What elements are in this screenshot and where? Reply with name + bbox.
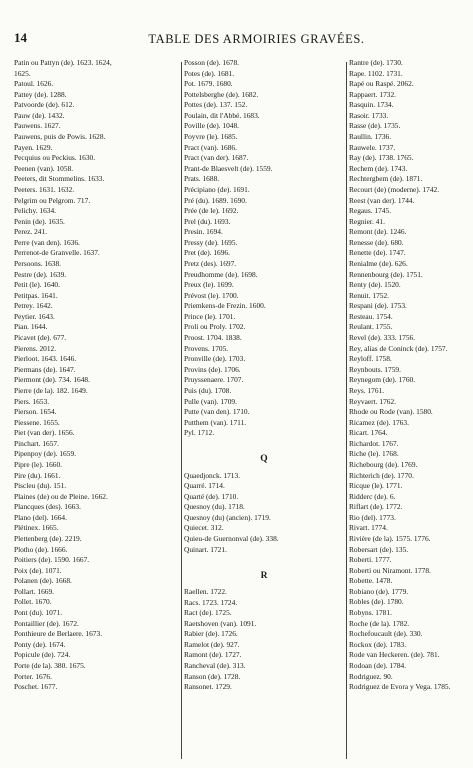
index-entry: Rancheval (de). 313. (184, 661, 246, 671)
index-entry: Rodoan (de). 1784. (349, 660, 407, 670)
index-entry: Potes (de). 1681. (184, 68, 235, 78)
index-entry: Roberti ou Niramont. 1778. (349, 565, 431, 575)
index-entry: Piet (van der). 1656. (14, 428, 75, 438)
index-entry: Renesse (de). 680. (349, 237, 404, 247)
index-entry: Recourt (de) (moderne). 1742. (349, 184, 440, 194)
index-entry: Plaines (de) ou de Pleine. 1662. (14, 491, 108, 501)
index-entry: Rantre (de). 1730. (349, 58, 403, 67)
index-entry: Peeters. 1631. 1632. (14, 184, 75, 194)
index-entry: Plétinex. 1665. (14, 523, 59, 533)
index-entry: Piscleu (du). 151. (14, 481, 67, 491)
index-entry: Priemkens-de Frezin. 1600. (184, 301, 266, 311)
index-entry: Plancques (des). 1663. (14, 502, 81, 512)
index-entry: 1625. (14, 68, 31, 78)
index-entry: Pauw (de). 1432. (14, 110, 65, 120)
index-entry: Pronville (de). 1703. (184, 354, 246, 364)
index-entry: Poitiers (de). 1590. 1667. (14, 555, 90, 565)
index-entry: Peeters, dit Stommelins. 1633. (14, 174, 105, 184)
index-entry: Pestre (de). 1639. (14, 269, 67, 279)
index-entry: Poschet. 1677. (14, 682, 58, 692)
index-entry: Remont (de). 1246. (349, 227, 407, 237)
index-entry: Pauwens. 1627. (14, 121, 61, 131)
index-entry: Provens. 1705. (184, 343, 229, 353)
index-entry: Prince (le). 1701. (184, 311, 236, 321)
index-entry: Ridderc (de). 6. (349, 491, 396, 501)
index-entry: Riflart (de). 1772. (349, 502, 403, 512)
index-entry: Preux (le). 1699. (184, 280, 234, 290)
index-entry: Pret (de). 1696. (184, 248, 230, 258)
index-entry: Piessene. 1655. (14, 417, 60, 427)
index-entry: Pelgrim ou Pelgrom. 717. (14, 195, 91, 205)
index-entry: Ramont (de). 1727. (184, 650, 242, 660)
index-entry: Rennenbourg (de). 1751. (349, 269, 423, 279)
index-entry: Quarré. 1714. (184, 481, 225, 491)
index-entry: Pauwens, puis de Powis. 1628. (14, 132, 106, 142)
column-3 (349, 58, 470, 763)
index-entry: Ramelot (de). 927. (184, 639, 240, 649)
index-entry: Pretz (des). 1697. (184, 258, 237, 268)
index-entry: Pian. 1644. (14, 322, 48, 332)
index-entry: Respani (de). 1753. (349, 301, 407, 311)
index-entry: Quarté (de). 1710. (184, 491, 239, 501)
index-entry: Rappaert. 1732. (349, 89, 396, 99)
index-entry: Pinchart. 1657. (14, 438, 59, 448)
index-entry: Piers. 1653. (14, 396, 50, 406)
column-2 (184, 58, 344, 763)
index-entry: Ract (de). 1725. (184, 608, 232, 618)
index-entry: Pottelsberghe (de). 1682. (184, 89, 259, 99)
section-gap (184, 555, 344, 566)
index-entry: Petitpas. 1641. (14, 290, 58, 300)
index-entry: Prée (de le). 1692. (184, 206, 239, 216)
index-entry: Prel (du). 1693. (184, 216, 231, 226)
index-entry: Rapé ou Raspé. 2062. (349, 79, 414, 89)
index-entry: Rockox (de). 1783. (349, 639, 407, 649)
page-number: 14 (14, 30, 27, 45)
index-entry: Pressy (de). 1695. (184, 237, 238, 247)
index-entry: Pré (du). 1689. 1690. (184, 195, 247, 205)
column-rule (181, 62, 182, 759)
index-entry: Pattey (de). 1288. (14, 89, 67, 99)
section-letter-q: Q (260, 454, 268, 465)
index-entry: Pire (du). 1661. (14, 470, 61, 480)
index-entry: Putte (van den). 1710. (184, 407, 250, 417)
index-entry: Petrey. 1642. (14, 301, 53, 311)
index-entry: Puis (du). 1708. (184, 385, 232, 395)
index-entry: Pelichy. 1634. (14, 206, 57, 216)
index-entry: Robette. 1478. (349, 576, 393, 586)
index-entry: Rechtergbem (de). 1871. (349, 174, 423, 184)
index-entry: Robyns. 1781. (349, 608, 392, 618)
index-entry: Patin ou Pattyn (de). 1623. 1624, (14, 58, 112, 67)
index-entry: Reyvaert. 1762. (349, 396, 396, 406)
index-entry: Petit (le). 1640. (14, 280, 60, 290)
index-entry: Pract (van). 1686. (184, 142, 237, 152)
index-entry: Pottes (de). 137. 152. (184, 100, 248, 110)
index-entry: Reynegom (de). 1760. (349, 375, 416, 385)
index-entry: Richterich (de). 1770. (349, 470, 414, 480)
index-entry: Renty (de). 1520. (349, 280, 401, 290)
index-entry: Richebourg (de). 1769. (349, 459, 418, 469)
index-entry: Roberti. 1777. (349, 555, 392, 565)
index-entry: Pulle (van). 1709. (184, 396, 237, 406)
index-entry: Prats. 1688. (184, 174, 220, 184)
index-entry: Robiano (de). 1779. (349, 586, 409, 596)
section-gap (184, 439, 344, 450)
index-entry: Raullin. 1736. (349, 132, 392, 142)
index-entry: Plotho (de). 1666. (14, 544, 68, 554)
index-entry: Rode van Heckeren. (de). 781. (349, 650, 440, 660)
index-entry: Plettenberg (de). 2219. (14, 534, 82, 544)
index-entry: Rape. 1102. 1731. (349, 68, 403, 78)
index-entry: Quiecet. 312. (184, 523, 224, 533)
index-entry: Rasoir. 1733. (349, 110, 389, 120)
index-entry: Rochefoucault (de). 330. (349, 629, 423, 639)
section-letter-r: R (260, 570, 268, 581)
index-entry: Reulant. 1755. (349, 322, 393, 332)
index-entry: Ricamez (de). 1763. (349, 417, 409, 427)
index-entry: Revel (de). 333. 1756. (349, 333, 416, 343)
index-entry: Polanen (de). 1668. (14, 576, 72, 586)
index-entry: Poyvre (le). 1685. (184, 132, 238, 142)
index-entry: Porte (de la). 380. 1675. (14, 660, 86, 670)
index-entry: Regaus. 1745. (349, 206, 392, 216)
index-entry: Pipre (le). 1660. (14, 459, 63, 469)
index-entry: Presin. 1694. (184, 227, 223, 237)
index-entry: Pyl. 1712. (184, 428, 215, 438)
index-entry: Quieu-de Guernonval (de). 338. (184, 534, 279, 544)
index-entry: Popicule (de). 724. (14, 650, 71, 660)
index-entry: Reys. 1761. (349, 385, 385, 395)
index-entry: Poville (de). 1048. (184, 121, 240, 131)
index-entry: Renuit. 1752. (349, 290, 390, 300)
index-entry: Ricart. 1764. (349, 428, 388, 438)
index-columns (14, 58, 470, 763)
index-entry: Pot. 1679. 1680. (184, 79, 233, 89)
index-entry: Rhode ou Rode (van). 1580. (349, 407, 433, 417)
index-entry: Reest (van der). 1744. (349, 195, 415, 205)
index-entry: Rey, alias de Coninck (de). 1757. (349, 343, 448, 353)
index-entry: Quesnoy (du). 1718. (184, 502, 245, 512)
index-entry: Rivière (de la). 1575. 1776. (349, 534, 431, 544)
index-entry: Proli ou Proly. 1702. (184, 322, 246, 332)
index-entry: Poix (de). 1071. (14, 565, 62, 575)
index-entry: Putthem (van). 1711. (184, 417, 247, 427)
index-entry: Raetshoven (van). 1091. (184, 618, 257, 628)
index-entry: Pollet. 1670. (14, 597, 52, 607)
index-entry: Poulain, dit l'Abbé. 1683. (184, 110, 260, 120)
index-entry: Renette (de). 1747. (349, 248, 406, 258)
index-entry: Rabier (de). 1726. (184, 629, 238, 639)
index-entry: Ponthieure de Berlaere. 1673. (14, 629, 103, 639)
index-entry: Raellen. 1722. (184, 587, 227, 596)
index-entry: Rechem (de). 1743. (349, 163, 408, 173)
index-entry: Prant-de Blaesvelt (de). 1559. (184, 163, 273, 173)
index-entry: Rasse (de). 1735. (349, 121, 401, 131)
index-entry: Pontaillier (de). 1672. (14, 618, 79, 628)
index-entry: Peenen (van). 1058. (14, 163, 74, 173)
index-entry: Peytier. 1643. (14, 311, 55, 321)
index-entry: Renialme (de). 626. (349, 258, 408, 268)
index-entry: Piermans (de). 1647. (14, 364, 76, 374)
index-entry: Proost. 1704. 1838. (184, 333, 242, 343)
column-1 (14, 58, 178, 763)
index-entry: Pecquius ou Peckius. 1630. (14, 153, 96, 163)
index-entry: Pollart. 1669. (14, 586, 55, 596)
index-entry: Racs. 1723. 1724. (184, 597, 238, 607)
index-entry: Ricque (le). 1771. (349, 481, 403, 491)
index-entry: Quaedjonck. 1713. (184, 470, 241, 480)
index-entry: Reynbouts. 1759. (349, 364, 401, 374)
index-entry: Ranson (de). 1728. (184, 671, 241, 681)
index-entry: Persoons. 1638. (14, 258, 62, 268)
index-entry: Ray (de). 1738. 1765. (349, 153, 414, 163)
index-entry: Pierens. 2012. (14, 343, 57, 353)
index-entry: Reyloff. 1758. (349, 354, 392, 364)
index-entry: Posson (de). 1678. (184, 58, 240, 67)
index-entry: Provins (de). 1706. (184, 364, 241, 374)
index-entry: Payen. 1629. (14, 142, 53, 152)
column-rule (346, 62, 347, 759)
index-entry: Robles (de). 1780. (349, 597, 404, 607)
index-entry: Patvoorde (de). 612. (14, 100, 75, 110)
index-entry: Précipiano (de). 1691. (184, 184, 250, 194)
index-entry: Perre (van den). 1636. (14, 237, 80, 247)
index-entry: Rodriguez de Evora y Vega. 1785. (349, 682, 451, 692)
index-entry: Riche (le). 1768. (349, 449, 399, 459)
index-entry: Rivart. 1774. (349, 523, 388, 533)
index-entry: Pierson. 1654. (14, 407, 57, 417)
running-title: TABLE DES ARMOIRIES GRAVÉES. (148, 32, 365, 46)
index-entry: Pract (van der). 1687. (184, 153, 249, 163)
index-entry: Regnier. 41. (349, 216, 385, 226)
index-entry: Robersart (de). 135. (349, 544, 409, 554)
index-entry: Preudhomme (de). 1698. (184, 269, 258, 279)
index-entry: Pipenpoy (de). 1659. (14, 449, 76, 459)
index-entry: Plano (del). 1664. (14, 512, 67, 522)
index-entry: Picavet (de). 677. (14, 333, 67, 343)
index-entry: Resteau. 1754. (349, 311, 393, 321)
index-entry: Pont (du). 1071. (14, 608, 63, 618)
index-entry: Rodriguez. 90. (349, 671, 393, 681)
index-entry: Quinart. 1721. (184, 544, 227, 554)
index-entry: Penin (de). 1635. (14, 216, 65, 226)
index-entry: Porter. 1676. (14, 671, 52, 681)
index-entry: Richardot. 1767. (349, 438, 399, 448)
index-entry: Ponty (de). 1674. (14, 639, 66, 649)
index-entry: Pruyssenaere. 1707. (184, 375, 244, 385)
index-entry: Prévost (le). 1700. (184, 290, 239, 300)
index-entry: Perrenot-de Granvelle. 1637. (14, 248, 100, 258)
index-entry: Perez. 241. (14, 227, 48, 237)
index-entry: Pierloot. 1643. 1646. (14, 354, 77, 364)
index-entry: Ransonet. 1729. (184, 682, 232, 692)
index-entry: Pierre (de la). 182. 1649. (14, 385, 88, 395)
index-entry: Quesnoy (du) (ancien). 1719. (184, 512, 271, 522)
index-entry: Rasquin. 1734. (349, 100, 394, 110)
index-entry: Patoul. 1626. (14, 79, 54, 89)
index-entry: Roche (de la). 1782. (349, 618, 410, 628)
index-entry: Piermont (de). 734. 1648. (14, 375, 90, 385)
index-entry: Rauwele. 1737. (349, 142, 396, 152)
index-entry: Rio (del). 1773. (349, 512, 396, 522)
